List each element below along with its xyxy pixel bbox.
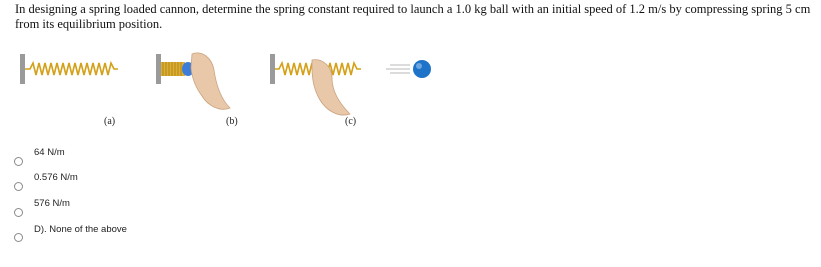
wall-b: [156, 54, 161, 84]
panel-label-a: (a): [104, 116, 116, 127]
option-label: D). None of the above: [34, 224, 127, 235]
option-radio[interactable]: [14, 208, 23, 217]
option-radio[interactable]: [14, 182, 23, 191]
panel-b-drawing: [156, 53, 230, 109]
panel-c-drawing: [270, 54, 431, 115]
spring-cannon-figure: [20, 48, 440, 138]
wall-c: [270, 54, 275, 84]
ball-c: [413, 60, 431, 78]
option-label: 576 N/m: [34, 198, 70, 209]
option-radio[interactable]: [14, 233, 23, 242]
option-label: 64 N/m: [34, 147, 65, 158]
panel-label-c: (c): [345, 116, 357, 127]
spring-a: [25, 63, 118, 75]
wall-a: [20, 54, 25, 84]
option-radio[interactable]: [14, 157, 23, 166]
option-label: 0.576 N/m: [34, 172, 78, 183]
question-text: In designing a spring loaded cannon, determine the spring constant required to launch a 1.0 kg ball with an initial speed of 1.2 m/s by compressing spring 5 cm from its equilibrium position.: [15, 2, 811, 31]
panel-label-b: (b): [226, 116, 238, 127]
panel-a-drawing: [20, 54, 118, 84]
motion-lines: [386, 65, 410, 73]
hand-b: [191, 53, 230, 109]
